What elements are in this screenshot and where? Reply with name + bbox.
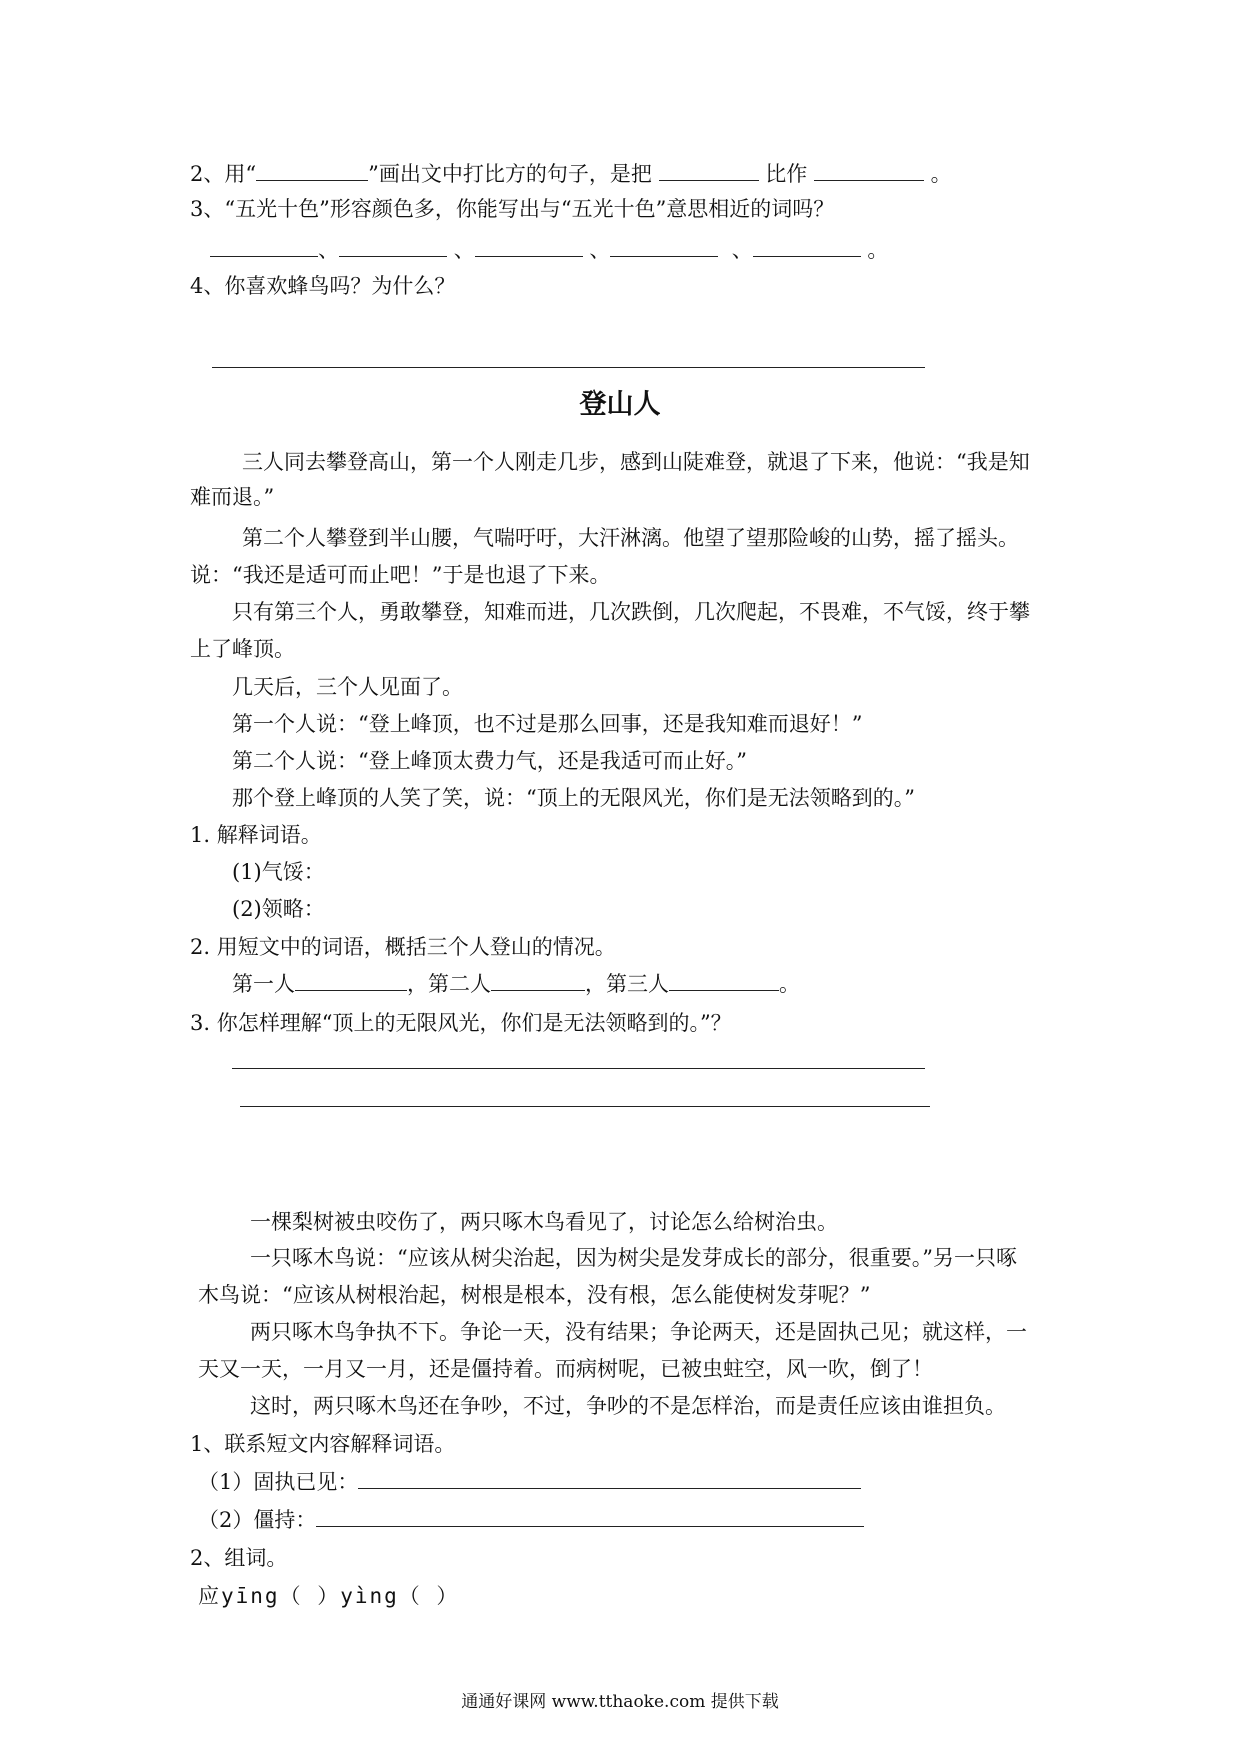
answer-line[interactable] [232,1068,925,1069]
footer: 通通好课网 www.tthaoke.com 提供下载 [461,1692,779,1712]
paragraph: 只有第三个人，勇敢攀登，知难而进，几次跌倒，几次爬起，不畏难，不气馁，终于攀 [232,600,1030,624]
paragraph: 这时，两只啄木鸟还在争吵，不过，争吵的不是怎样治，而是责任应该由谁担负。 [250,1394,1006,1418]
paragraph: 两只啄木鸟争执不下。争论一天，没有结果；争论两天，还是固执己见；就这样，一 [250,1320,1027,1344]
question-3: 3. 你怎样理解“顶上的无限风光，你们是无法领略到的。”？ [190,1011,732,1035]
question-4: 4、你喜欢蜂鸟吗？为什么？ [190,274,456,298]
question-1: 1. 解释词语。 [190,823,322,847]
question-2-blanks: 第一人 ，第二人 ，第三人 。 [232,972,800,996]
answer-line[interactable] [240,1106,930,1107]
paragraph: 三人同去攀登高山，第一个人刚走几步，感到山陡难登，就退了下来，他说：“我是知 [242,450,1030,474]
answer-blank[interactable] [659,160,759,181]
paragraph: 天又一天，一月又一月，还是僵持着。而病树呢，已被虫蛀空，风一吹，倒了！ [198,1357,933,1381]
paragraph: 一只啄木鸟说：“应该从树尖治起，因为树尖是发芽成长的部分，很重要。”另一只啄 [250,1246,1017,1270]
paragraph: 上了峰顶。 [190,637,295,661]
answer-blank[interactable] [339,236,447,257]
answer-blank[interactable] [814,160,924,181]
answer-blank[interactable] [210,236,318,257]
answer-blank[interactable] [491,970,585,991]
paragraph: 第一个人说：“登上峰顶，也不过是那么回事，还是我知难而退好！” [232,712,863,736]
pinyin-line: 应yīng（ ）yìng（ ） [198,1584,460,1608]
story-title: 登山人 [579,389,661,420]
answer-line[interactable] [212,367,925,368]
paragraph: 第二个人攀登到半山腰，气喘吁吁，大汗淋漓。他望了望那险峻的山势，摇了摇头。 [242,526,1019,550]
paragraph: 说：“我还是适可而止吧！”于是也退了下来。 [190,563,611,587]
answer-blank[interactable] [316,1506,864,1527]
answer-blank[interactable] [669,970,779,991]
paragraph: 第二个人说：“登上峰顶太费力气，还是我适可而止好。” [232,749,747,773]
question-2: 2、用“ ”画出文中打比方的句子，是把 比作 。 [190,162,952,186]
question-1b: （2）僵持： [198,1506,864,1534]
answer-blank[interactable] [358,1468,861,1489]
paragraph: 一棵梨树被虫咬伤了，两只啄木鸟看见了，讨论怎么给树治虫。 [250,1210,838,1234]
answer-blank[interactable] [475,236,583,257]
paragraph: 木鸟说：“应该从树根治起，树根是根本，没有根，怎么能使树发芽呢？” [198,1283,871,1307]
question-1: 1、联系短文内容解释词语。 [190,1432,456,1456]
question-3: 3、“五光十色”形容颜色多，你能写出与“五光十色”意思相近的词吗？ [190,197,835,221]
answer-blank[interactable] [295,970,407,991]
paragraph: 几天后，三个人见面了。 [232,675,463,699]
answer-blank[interactable] [256,160,368,181]
answer-blank[interactable] [610,236,718,257]
paragraph: 难而退。” [190,485,275,509]
question-2: 2. 用短文中的词语，概括三个人登山的情况。 [190,935,616,959]
paragraph: 那个登上峰顶的人笑了笑，说：“顶上的无限风光，你们是无法领略到的。” [232,786,915,810]
question-1a: (1)气馁： [232,860,325,884]
answer-blank[interactable] [753,236,861,257]
question-2: 2、组词。 [190,1546,288,1570]
question-1b: (2)领略： [232,897,325,921]
question-1a: （1）固执已见： [198,1468,861,1496]
question-3-blanks: 、 、 、 、 。 [210,236,888,264]
